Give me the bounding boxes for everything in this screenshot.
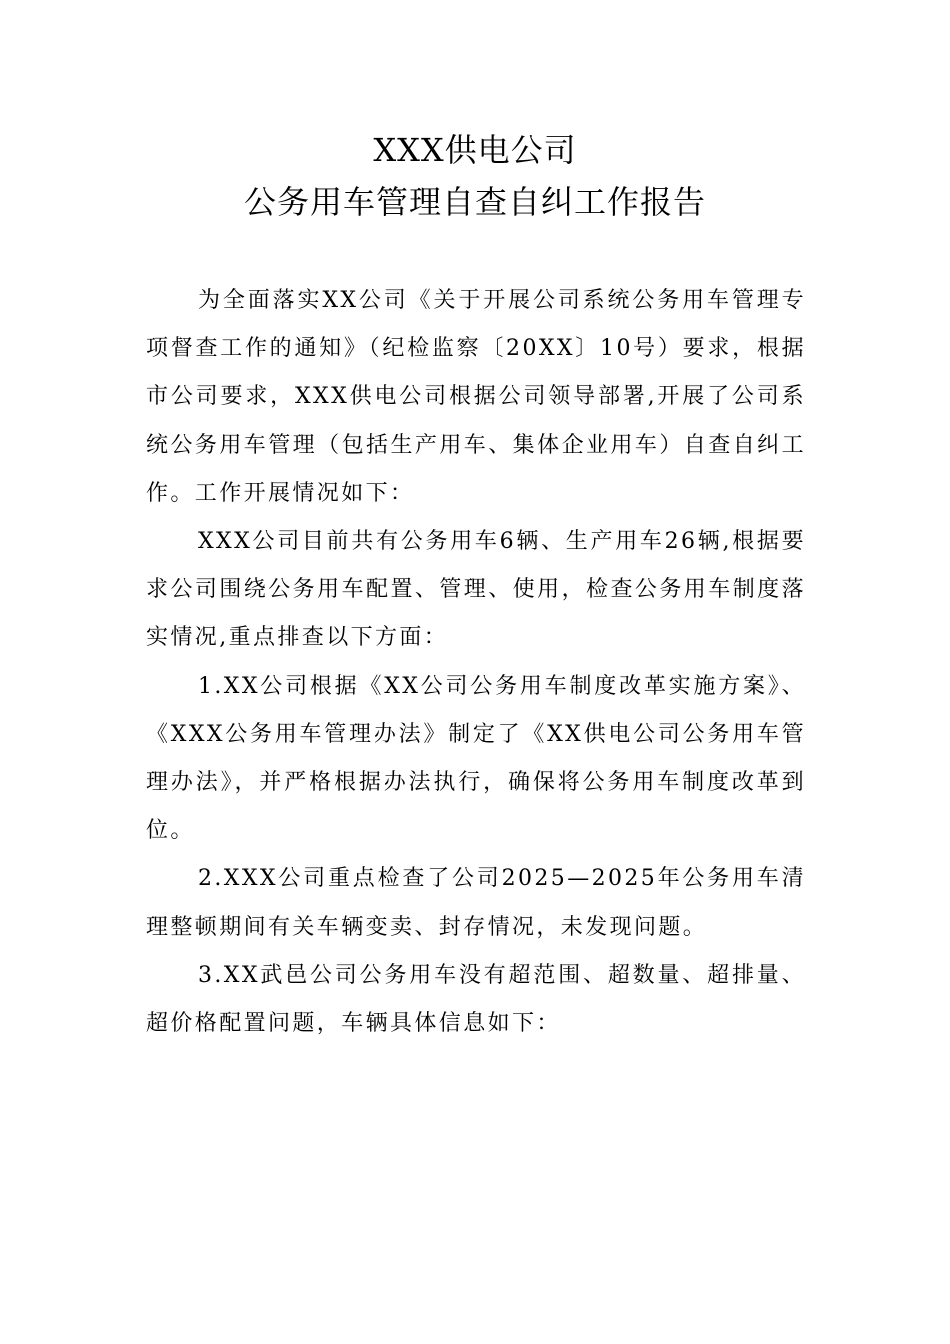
paragraph-item-1: 1.XX公司根据《XX公司公务用车制度改革实施方案》、《XXX公务用车管理办法》制定了《XX供电公司公务用车管理办法》，并严格根据办法执行，确保将公务用车制度改革到位。 — [146, 673, 806, 844]
paragraph-vehicle-count: XXX公司目前共有公务用车6辆、生产用车26辆,根据要求公司围绕公务用车配置、管理、使用，检查公务用车制度落实情况,重点排查以下方面： — [146, 529, 806, 651]
paragraph-item-2: 2.XXX公司重点检查了公司2025—2025年公务用车清理整顿期间有关车辆变卖、封存情况，未发现问题。 — [146, 866, 806, 940]
title-company: XXX供电公司 — [373, 131, 577, 169]
paragraph-intro: 为全面落实XX公司《关于开展公司系统公务用车管理专项督查工作的通知》（纪检监察〔20XX〕10号）要求，根据市公司要求，XXX供电公司根据公司领导部署,开展了公司系统公务用车管理（包括生产用车、集体企业用车）自查自纠工作。工作开展情况如下： — [146, 288, 806, 506]
title-report: 公务用车管理自查自纠工作报告 — [243, 183, 706, 221]
document-body — [146, 277, 806, 1048]
document-title — [0, 124, 950, 228]
paragraph-item-3: 3.XX武邑公司公务用车没有超范围、超数量、超排量、超价格配置问题，车辆具体信息如下： — [146, 962, 806, 1037]
